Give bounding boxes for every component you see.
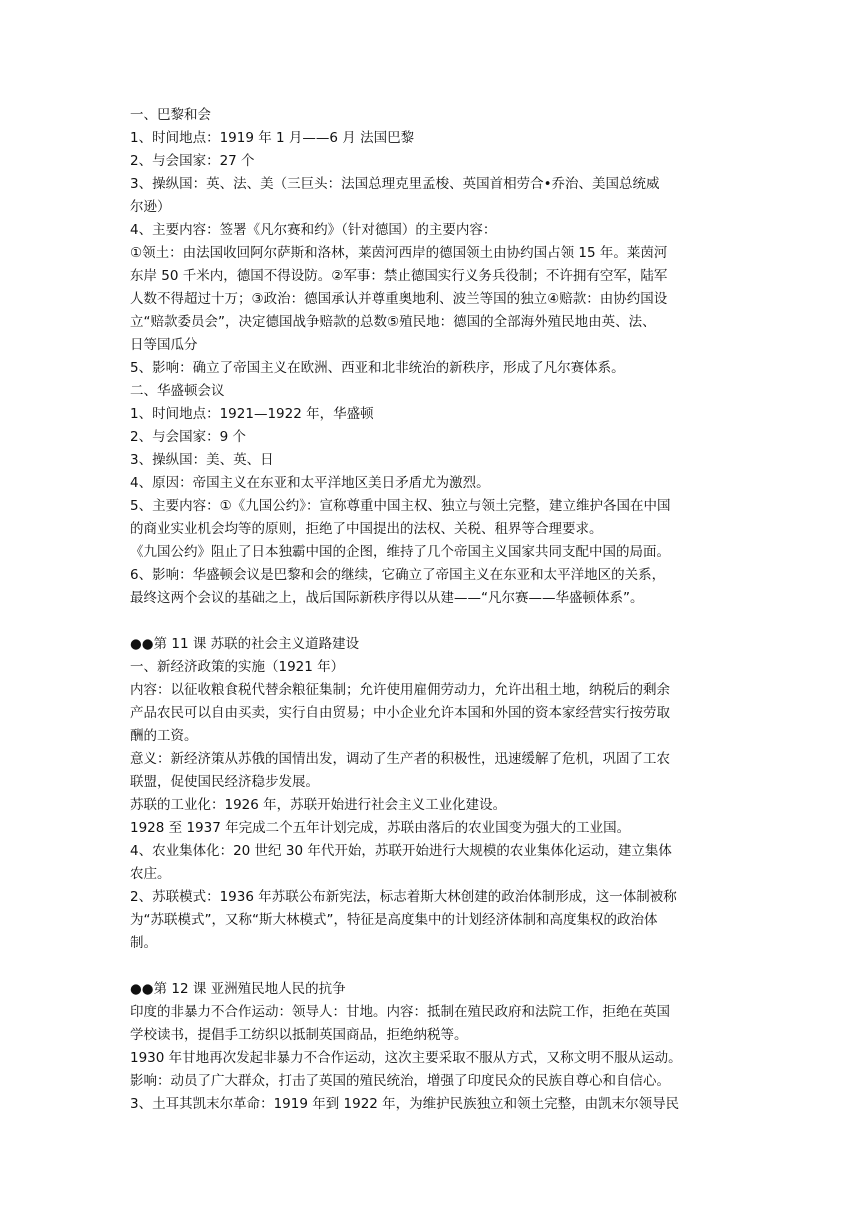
blank-line — [130, 610, 740, 633]
document-page — [130, 104, 740, 1116]
text-line: 人数不得超过十万；③政治：德国承认并尊重奥地利、波兰等国的独立④赔款：由协约国设 — [130, 291, 668, 307]
text-line: 的商业实业机会均等的原则，拒绝了中国提出的法权、关税、租界等合理要求。 — [130, 521, 603, 537]
text-line: 最终这两个会议的基础之上，战后国际新秩序得以从建——“凡尔赛——华盛顿体系”。 — [130, 590, 644, 606]
text-line: 日等国瓜分 — [130, 337, 198, 353]
text-line: 联盟，促使国民经济稳步发展。 — [130, 774, 319, 790]
section-heading: 一、新经济政策的实施（1921 年） — [130, 659, 345, 675]
text-line: 1、时间地点：1921—1922 年，华盛顿 — [130, 406, 374, 422]
text-line: 内容：以征收粮食税代替余粮征集制；允许使用雇佣劳动力，允许出租土地，纳税后的剩余 — [130, 682, 670, 698]
text-line: 《九国公约》阻止了日本独霸中国的企图，维持了几个帝国主义国家共同支配中国的局面。 — [130, 544, 670, 560]
text-line: 3、操纵国：美、英、日 — [130, 452, 274, 468]
text-line: 苏联的工业化：1926 年，苏联开始进行社会主义工业化建设。 — [130, 797, 507, 813]
blank-line — [130, 955, 740, 978]
text-line: 6、影响：华盛顿会议是巴黎和会的继续，它确立了帝国主义在东亚和太平洋地区的关系， — [130, 567, 666, 583]
text-line: 为“苏联模式”，又称“斯大林模式”，特征是高度集中的计划经济体制和高度集权的政治体 — [130, 912, 658, 928]
text-line: 酬的工资。 — [130, 728, 198, 744]
text-line: 1930 年甘地再次发起非暴力不合作运动，这次主要采取不服从方式，又称文明不服从运动。 — [130, 1050, 682, 1066]
text-line: 3、操纵国：英、法、美（三巨头：法国总理克里孟梭、英国首相劳合•乔治、美国总统威 — [130, 176, 660, 192]
text-line: 立“赔款委员会”，决定德国战争赔款的总数⑤殖民地：德国的全部海外殖民地由英、法、 — [130, 314, 656, 330]
text-line: 2、苏联模式：1936 年苏联公布新宪法，标志着斯大林创建的政治体制形成，这一体制被称 — [130, 889, 677, 905]
text-line: 制。 — [130, 935, 157, 951]
text-line: 印度的非暴力不合作运动：领导人：甘地。内容：抵制在殖民政府和法院工作，拒绝在英国 — [130, 1004, 670, 1020]
text-line: 影响：动员了广大群众，打击了英国的殖民统治，增强了印度民众的民族自尊心和自信心。 — [130, 1073, 670, 1089]
text-line: 3、土耳其凯末尔革命：1919 年到 1922 年，为维护民族独立和领土完整，由凯末尔领导民 — [130, 1096, 680, 1112]
text-line: 4、主要内容：签署《凡尔赛和约》（针对德国）的主要内容： — [130, 222, 497, 238]
text-line: 5、主要内容：①《九国公约》：宣称尊重中国主权、独立与领土完整，建立维护各国在中国 — [130, 498, 671, 514]
text-line: 5、影响：确立了帝国主义在欧洲、西亚和北非统治的新秩序，形成了凡尔赛体系。 — [130, 360, 625, 376]
text-line: 2、与会国家：9 个 — [130, 429, 246, 445]
text-line: ①领土：由法国收回阿尔萨斯和洛林，莱茵河西岸的德国领土由协约国占领 15 年。莱茵河 — [130, 245, 668, 261]
text-line: 2、与会国家：27 个 — [130, 153, 255, 169]
text-line: 农庄。 — [130, 866, 171, 882]
section-heading: 二、华盛顿会议 — [130, 383, 225, 399]
lesson-heading: ●●第 11 课 苏联的社会主义道路建设 — [130, 636, 360, 652]
lesson-heading: ●●第 12 课 亚洲殖民地人民的抗争 — [130, 981, 346, 997]
text-line: 意义：新经济策从苏俄的国情出发，调动了生产者的积极性，迅速缓解了危机，巩固了工农 — [130, 751, 670, 767]
section-heading: 一、巴黎和会 — [130, 107, 211, 123]
text-line: 4、原因：帝国主义在东亚和太平洋地区美日矛盾尤为激烈。 — [130, 475, 490, 491]
text-line: 1、时间地点：1919 年 1 月——6 月 法国巴黎 — [130, 130, 415, 146]
text-line: 东岸 50 千米内，德国不得设防。②军事：禁止德国实行义务兵役制；不许拥有空军，陆军 — [130, 268, 668, 284]
text-line: 学校读书，提倡手工纺织以抵制英国商品，拒绝纳税等。 — [130, 1027, 468, 1043]
text-line: 产品农民可以自由买卖，实行自由贸易；中小企业允许本国和外国的资本家经营实行按劳取 — [130, 705, 670, 721]
text-line: 1928 至 1937 年完成二个五年计划完成，苏联由落后的农业国变为强大的工业国。 — [130, 820, 631, 836]
text-line: 4、农业集体化：20 世纪 30 年代开始，苏联开始进行大规模的农业集体化运动，建立集体 — [130, 843, 672, 859]
text-line: 尔逊） — [130, 199, 171, 215]
